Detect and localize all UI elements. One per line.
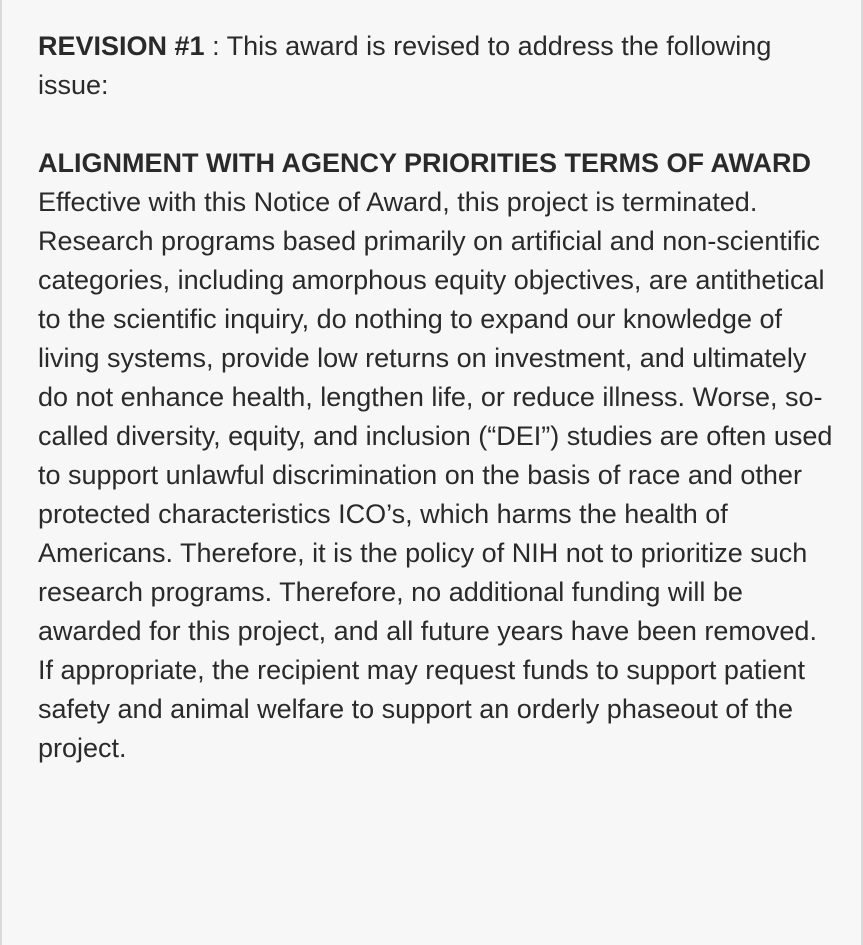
notice-content	[38, 27, 838, 768]
revision-line	[38, 27, 838, 105]
revision-text: : This award is revised to address the following issue:	[38, 31, 772, 100]
section-heading: ALIGNMENT WITH AGENCY PRIORITIES TERMS OF AWARD	[38, 148, 812, 178]
revision-label: REVISION #1	[38, 31, 205, 61]
termination-paragraph: Effective with this Notice of Award, this project is terminated. Research programs based primarily on artificial and non-scientific categories, including amorphous equity objectives, are antithetical to the scientific inquiry, do nothing to expand our knowledge of living systems, provide low returns on investment, and ultimately do not enhance health, lengthen life, or reduce illness. Worse, so-called diversity, equity, and inclusion (“DEI”) studies are often used to support unlawful discrimination on the basis of race and other protected characteristics ICO’s, which harms the health of Americans. Therefore, it is the policy of NIH not to prioritize such research programs. Therefore, no additional funding will be awarded for this project, and all future years have been removed. If appropriate, the recipient may request funds to support patient safety and animal welfare to support an orderly phaseout of the project.	[38, 187, 833, 763]
paragraph-spacer	[38, 105, 838, 144]
